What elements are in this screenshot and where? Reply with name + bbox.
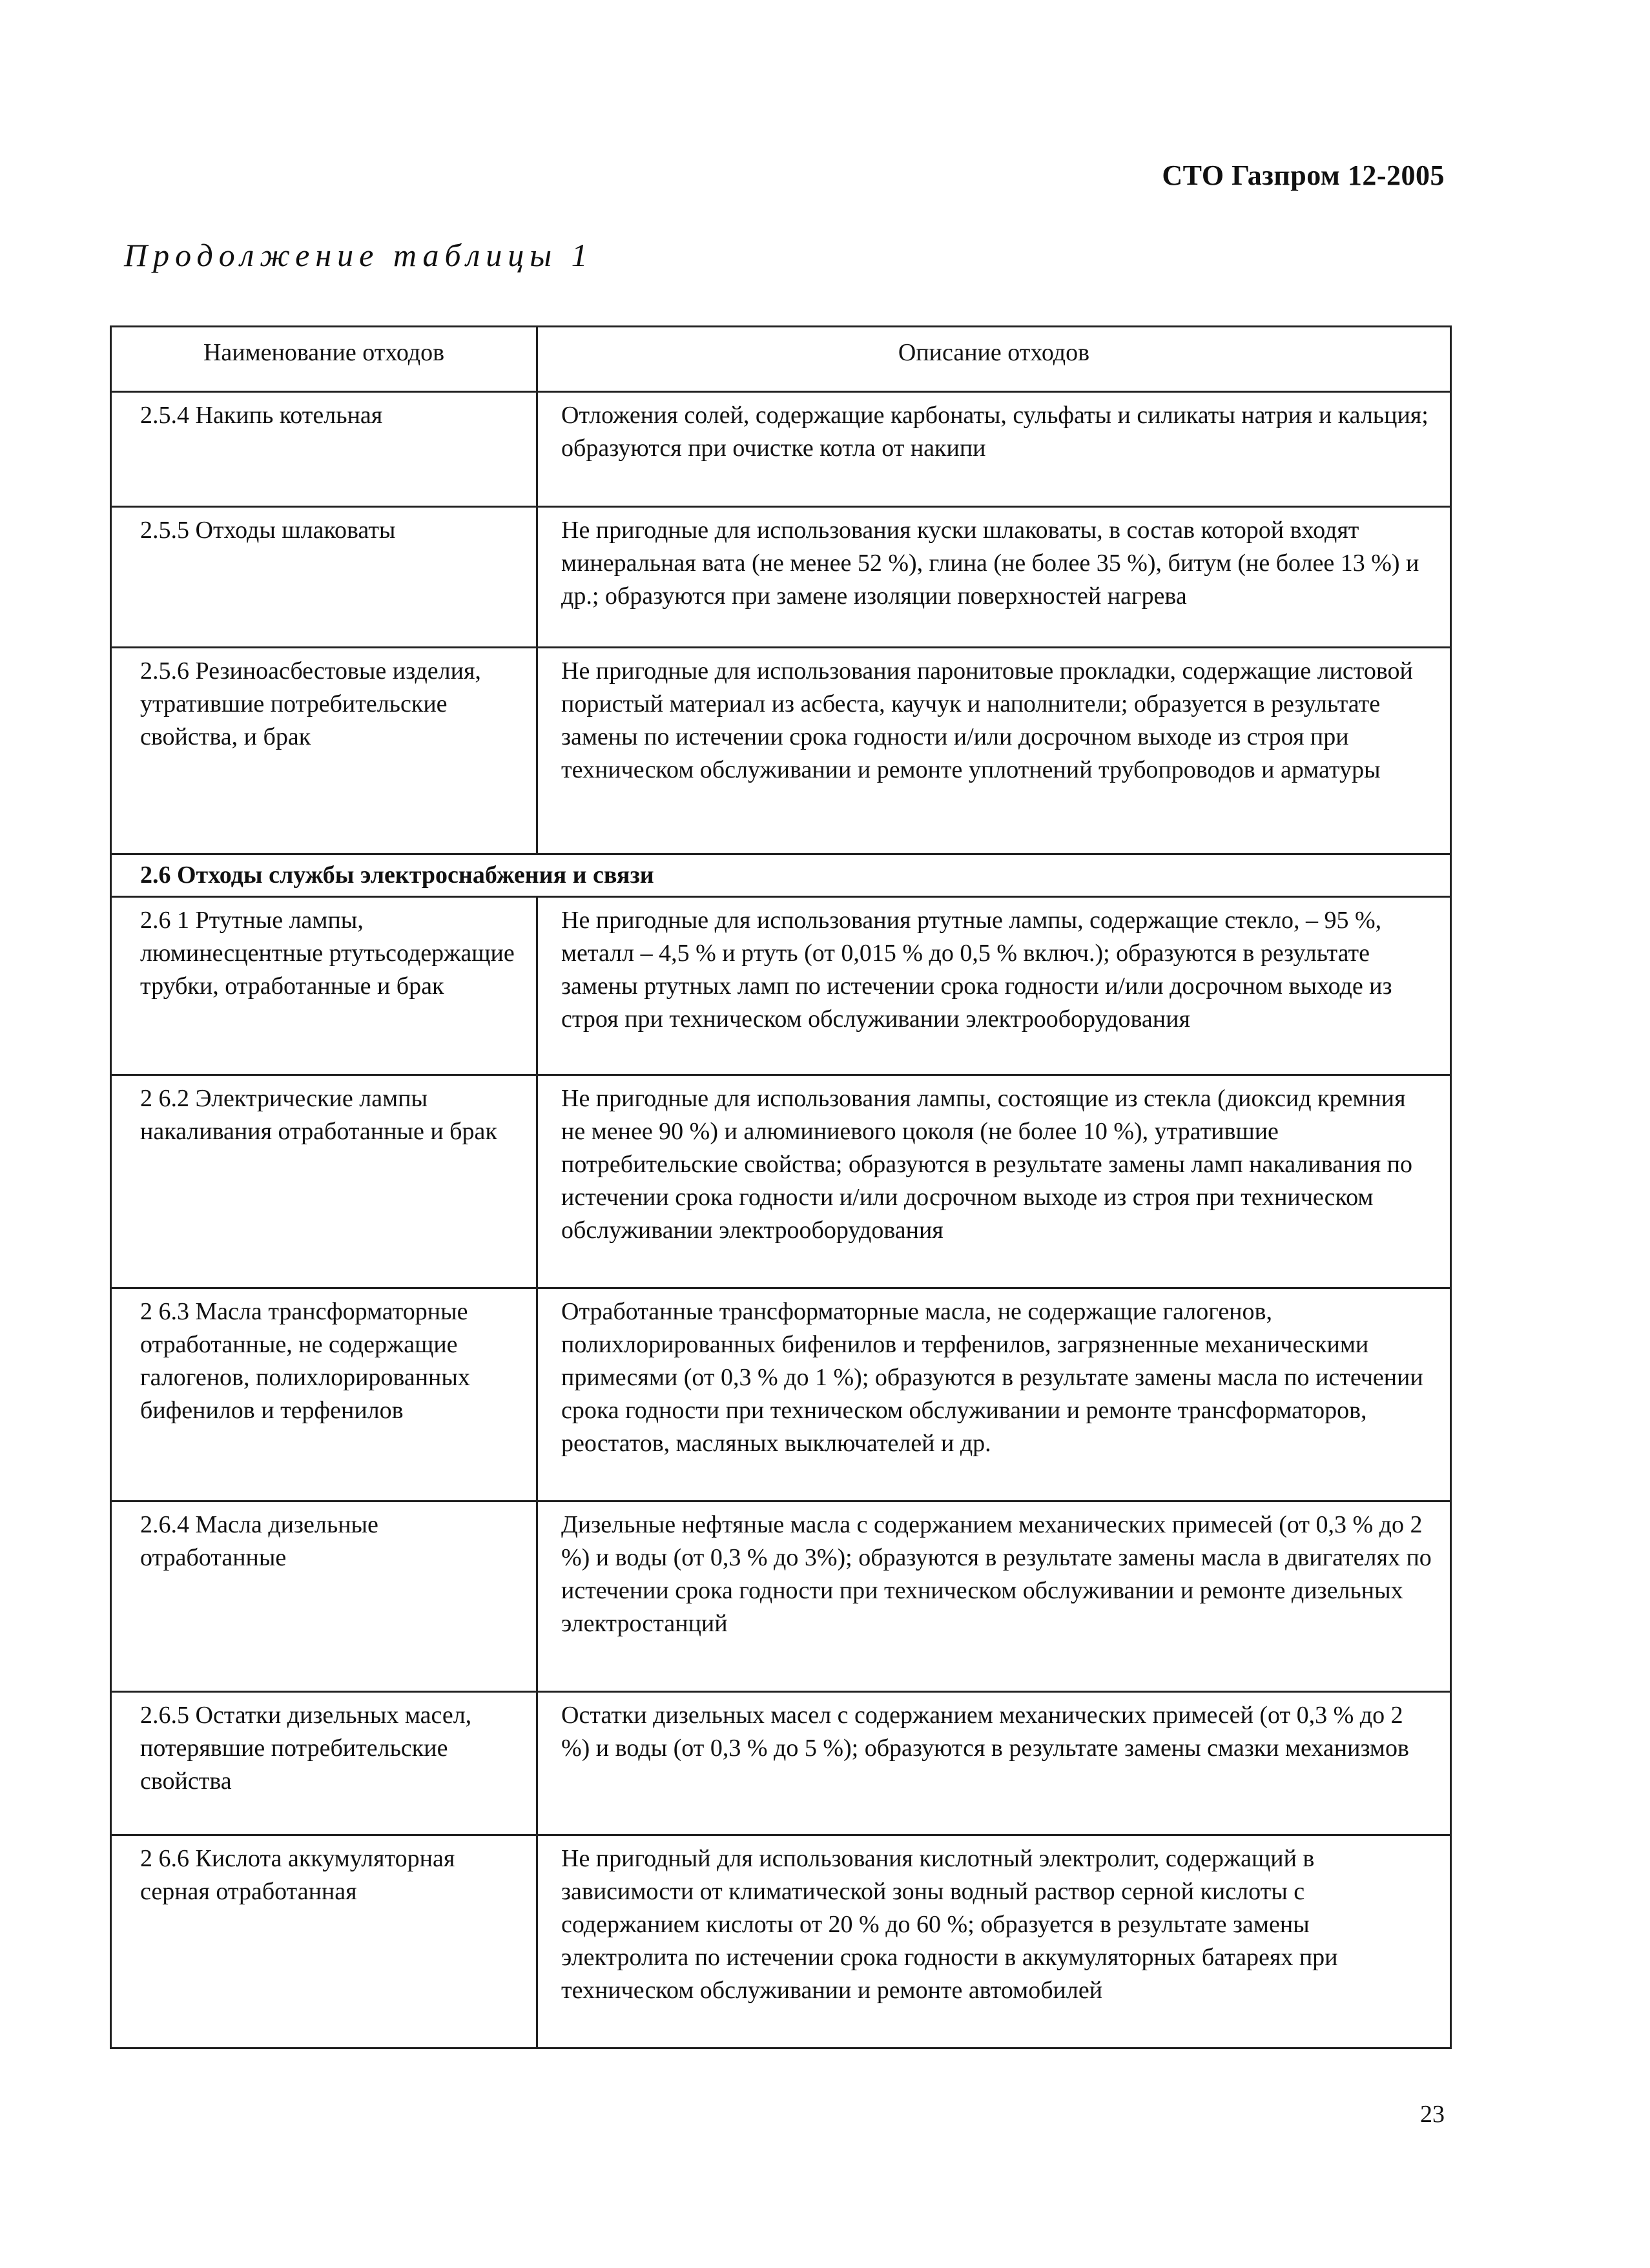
waste-description: Остатки дизельных масел с содержанием механических примесей (от 0,3 % до 2 %) и воды (от 0,3 % до 5 %); образуются в результате замены смазки механизмов [561, 1702, 1409, 1762]
waste-description-cell [537, 897, 1451, 1075]
table-row [111, 1692, 1451, 1835]
table-row [111, 392, 1451, 507]
waste-name-cell [111, 648, 537, 854]
waste-name: 2 6.3 Масла трансформаторные отработанные, не содержащие галогенов, полихлорированных бифенилов и терфенилов [140, 1298, 470, 1424]
waste-description: Не пригодные для использования паронитовые прокладки, содержащие листовой пористый материал из асбеста, каучук и наполнители; образуется в результате замены по истечении срока годности и/или досрочном выходе из строя при техническом обслуживании и ремонте уплотнений трубопроводов и арматуры [561, 657, 1413, 783]
section-row [111, 854, 1451, 897]
table-caption: Продолжение таблицы 1 [124, 237, 593, 273]
waste-description: Отложения солей, содержащие карбонаты, сульфаты и силикаты натрия и кальция; образуются при очистке котла от накипи [561, 402, 1428, 462]
waste-description-cell [537, 392, 1451, 507]
waste-name-cell [111, 897, 537, 1075]
waste-name-cell [111, 392, 537, 507]
table-row [111, 897, 1451, 1075]
waste-name: 2.5.4 Накипь котельная [140, 402, 383, 429]
table-row [111, 507, 1451, 648]
waste-description: Не пригодные для использования куски шлаковаты, в состав которой входят минеральная вата (не менее 52 %), глина (не более 35 %), битум (не более 13 %) и др.; образуются при замене изоляции поверхностей нагрева [561, 517, 1419, 610]
waste-name: 2.6 1 Ртутные лампы, люминесцентные ртутьсодержащие трубки, отработанные и брак [140, 907, 515, 1000]
waste-description-cell [537, 1692, 1451, 1835]
table-header-row [111, 327, 1451, 392]
waste-description: Не пригодные для использования лампы, состоящие из стекла (диоксид кремния не менее 90 %) и алюминиевого цоколя (не более 10 %), утратившие потребительские свойства; образуются в результате замены ламп накаливания по истечении срока годности и/или досрочном выходе из строя при техническом обслуживании электрооборудования [561, 1085, 1413, 1244]
waste-name: 2.6.4 Масла дизельные отработанные [140, 1511, 378, 1571]
waste-description-cell [537, 1835, 1451, 2048]
waste-name-cell [111, 1288, 537, 1501]
document-code: СТО Газпром 12-2005 [1162, 160, 1445, 191]
waste-name-cell [111, 1692, 537, 1835]
waste-name-cell [111, 1835, 537, 2048]
waste-description-cell [537, 1288, 1451, 1501]
waste-name-cell [111, 1501, 537, 1692]
section-title: 2.6 Отходы службы электроснабжения и связи [111, 854, 1451, 897]
table-row [111, 1288, 1451, 1501]
waste-description-cell [537, 1501, 1451, 1692]
waste-name: 2.5.5 Отходы шлаковаты [140, 517, 396, 544]
table-row [111, 1075, 1451, 1288]
waste-name: 2.6.5 Остатки дизельных масел, потерявшие потребительские свойства [140, 1702, 472, 1795]
waste-description-cell [537, 1075, 1451, 1288]
table-row [111, 648, 1451, 854]
waste-name-cell [111, 507, 537, 648]
waste-description: Отработанные трансформаторные масла, не содержащие галогенов, полихлорированных бифенилов и терфенилов, загрязненные механическими примесями (от 0,3 % до 1 %); образуются в результате замены масла по истечении срока годности при техническом обслуживании и ремонте трансформаторов, реостатов, масляных выключателей и др. [561, 1298, 1423, 1457]
table-row [111, 1835, 1451, 2048]
waste-name-cell [111, 1075, 537, 1288]
waste-name: 2 6.6 Кислота аккумуляторная серная отработанная [140, 1845, 455, 1905]
column-header-name: Наименование отходов [111, 327, 537, 392]
waste-name: 2.5.6 Резиноасбестовые изделия, утратившие потребительские свойства, и брак [140, 657, 481, 750]
table-row [111, 1501, 1451, 1692]
page-number: 23 [1420, 2101, 1445, 2128]
waste-description: Дизельные нефтяные масла с содержанием механических примесей (от 0,3 % до 2 %) и воды (от 0,3 % до 3%); образуются в результате замены масла в двигателях по истечении срока годности при техническом обслуживании и ремонте дизельных электростанций [561, 1511, 1432, 1637]
waste-description-cell [537, 648, 1451, 854]
waste-description: Не пригодный для использования кислотный электролит, содержащий в зависимости от климатической зоны водный раствор серной кислоты с содержанием кислоты от 20 % до 60 %; образуется в результате замены электролита по истечении срока годности в аккумуляторных батареях при техническом обслуживании и ремонте автомобилей [561, 1845, 1338, 2004]
waste-name: 2 6.2 Электрические лампы накаливания отработанные и брак [140, 1085, 497, 1145]
waste-table [110, 325, 1452, 2049]
waste-description: Не пригодные для использования ртутные лампы, содержащие стекло, – 95 %, металл – 4,5 % и ртуть (от 0,015 % до 0,5 % включ.); образуются в результате замены ртутных ламп по истечении срока годности и/или досрочном выходе из строя при техническом обслуживании электрооборудования [561, 907, 1392, 1033]
waste-description-cell [537, 507, 1451, 648]
column-header-description: Описание отходов [537, 327, 1451, 392]
